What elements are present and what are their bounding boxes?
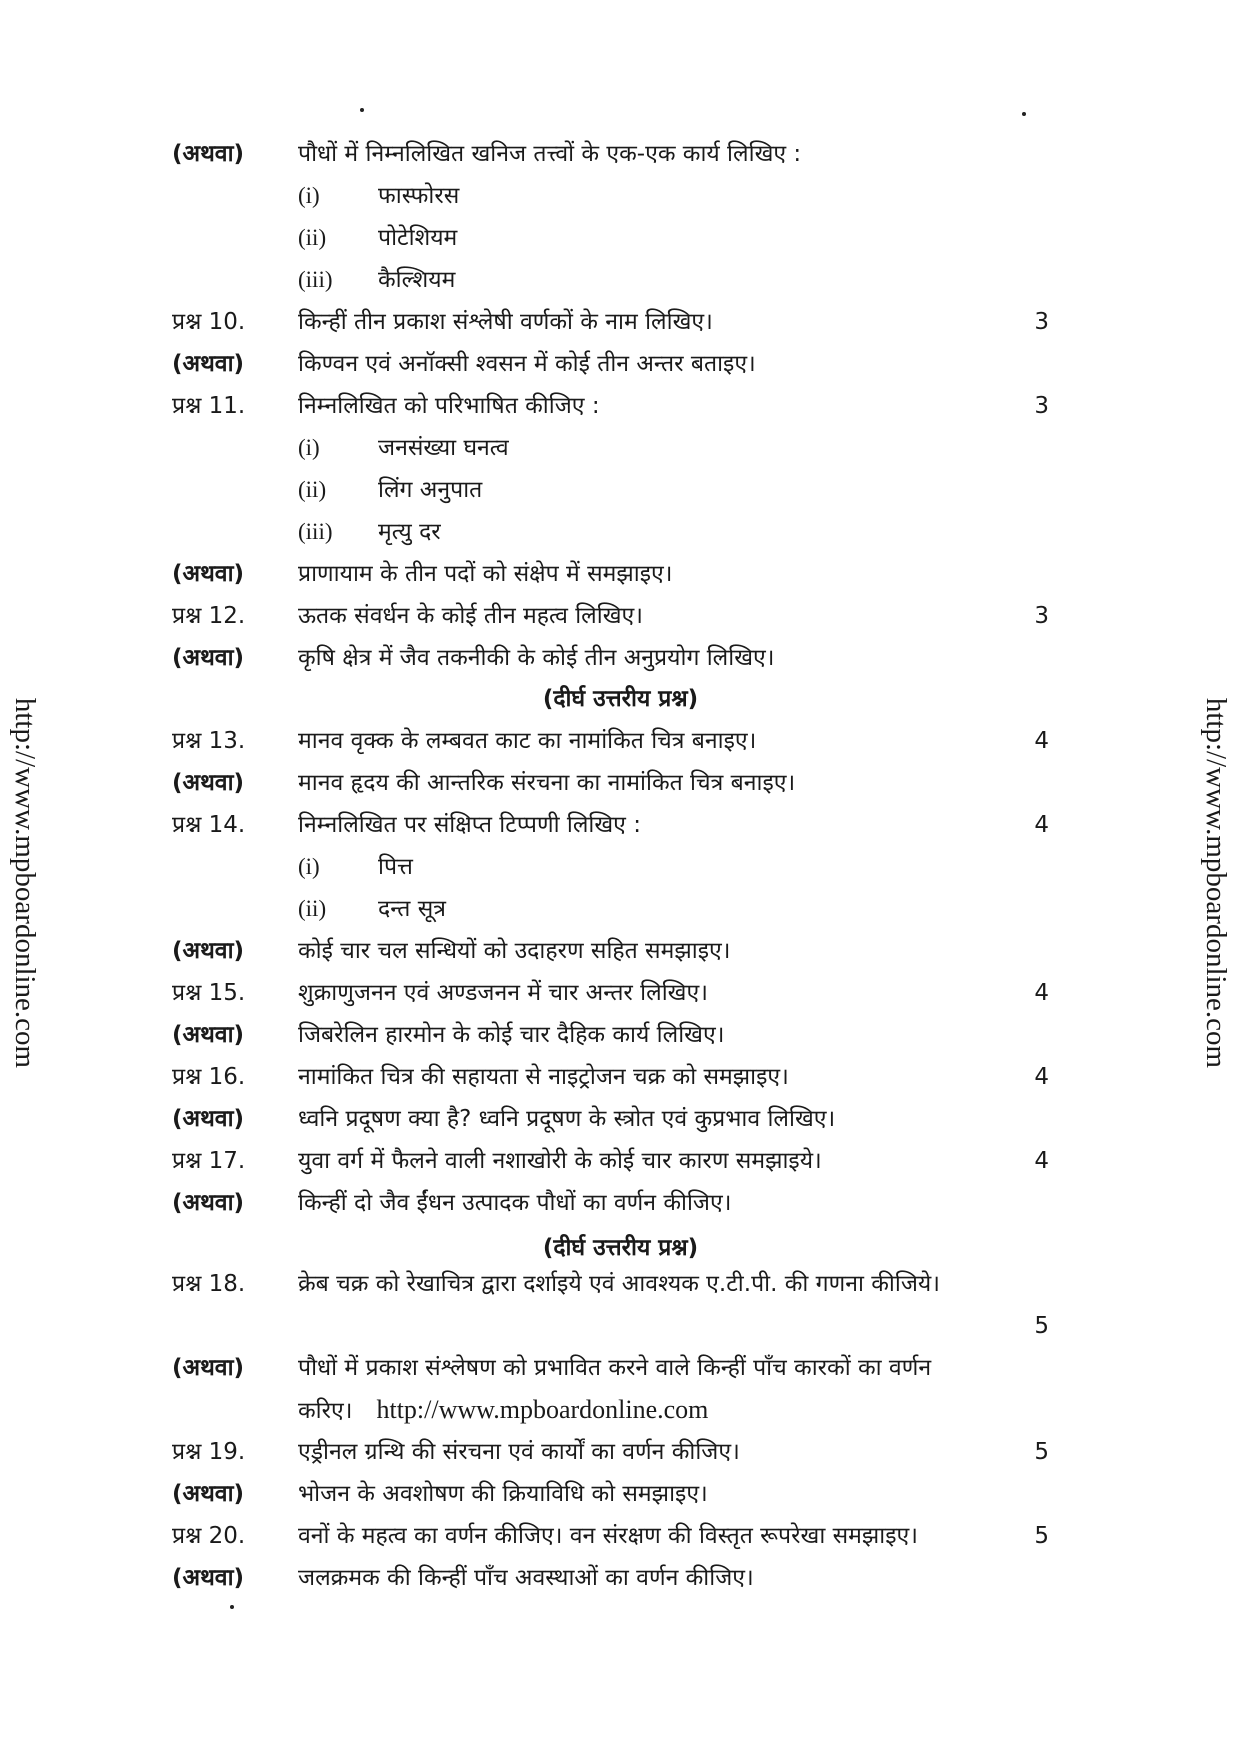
question-text: किन्हीं दो जैव ईंधन उत्पादक पौधों का वर्णन कीजिए।: [298, 1190, 732, 1216]
inline-url: http://www.mpboardonline.com: [376, 1395, 709, 1424]
scan-speck: [360, 108, 364, 112]
question-marks: 3: [1034, 393, 1049, 419]
question-label: (अथवा): [172, 770, 245, 796]
sub-item-number: (i): [298, 435, 320, 460]
question-marks: 5: [1034, 1523, 1049, 1549]
question-text: निम्नलिखित पर संक्षिप्त टिप्पणी लिखिए :: [298, 812, 641, 838]
question-label: (अथवा): [172, 1106, 245, 1132]
question-label: प्रश्न 18.: [172, 1271, 246, 1297]
question-label: प्रश्न 12.: [172, 603, 246, 629]
sub-item-row: [0, 176, 1241, 216]
question-text: शुक्राणुजनन एवं अण्डजनन में चार अन्तर लिखिए।: [298, 980, 708, 1006]
question-label: प्रश्न 11.: [172, 393, 246, 419]
question-text: क्रेब चक्र को रेखाचित्र द्वारा दर्शाइये एवं आवश्यक ए.टी.पी. की गणना कीजिये।: [298, 1271, 940, 1297]
question-text: पौधों में निम्नलिखित खनिज तत्त्वों के एक-एक कार्य लिखिए :: [298, 141, 802, 167]
question-row: [0, 1432, 1241, 1472]
question-text: ऊतक संवर्धन के कोई तीन महत्व लिखिए।: [298, 603, 643, 629]
question-marks: 4: [1034, 728, 1049, 754]
question-row: [0, 973, 1241, 1013]
question-row: [0, 302, 1241, 342]
sub-item-row: [0, 218, 1241, 258]
question-row: [0, 1474, 1241, 1514]
question-text: मानव वृक्क के लम्बवत काट का नामांकित चित्र बनाइए।: [298, 728, 757, 754]
sub-item-row: [0, 889, 1241, 929]
question-text: प्राणायाम के तीन पदों को संक्षेप में समझाइए।: [298, 561, 673, 587]
question-text: कृषि क्षेत्र में जैव तकनीकी के कोई तीन अनुप्रयोग लिखिए।: [298, 645, 775, 671]
question-label: (अथवा): [172, 1355, 245, 1381]
sub-item-text: कैल्शियम: [378, 267, 456, 293]
section-heading: (दीर्घ उत्तरीय प्रश्न): [542, 686, 699, 712]
sub-item-text: लिंग अनुपात: [378, 477, 483, 503]
question-label: (अथवा): [172, 645, 245, 671]
question-label: प्रश्न 15.: [172, 980, 246, 1006]
sub-item-row: [0, 847, 1241, 887]
question-row: [0, 805, 1241, 845]
sub-item-number: (ii): [298, 896, 327, 921]
question-text: नामांकित चित्र की सहायता से नाइट्रोजन चक्र को समझाइए।: [298, 1064, 789, 1090]
sub-item-text: फास्फोरस: [378, 183, 460, 209]
question-marks: 4: [1034, 980, 1049, 1006]
sub-item-text: जनसंख्या घनत्व: [378, 435, 509, 461]
question-marks: 4: [1034, 1064, 1049, 1090]
question-text: पौधों में प्रकाश संश्लेषण को प्रभावित करने वाले किन्हीं पाँच कारकों का वर्णन: [298, 1355, 932, 1381]
question-row: [0, 554, 1241, 594]
question-text: किन्हीं तीन प्रकाश संश्लेषी वर्णकों के नाम लिखिए।: [298, 309, 713, 335]
question-text: किण्वन एवं अनॉक्सी श्वसन में कोई तीन अन्तर बताइए।: [298, 351, 756, 377]
question-row: [0, 638, 1241, 678]
question-label: प्रश्न 20.: [172, 1523, 246, 1549]
sub-item-row: [0, 260, 1241, 300]
question-row: [0, 1558, 1241, 1598]
sub-item-number: (iii): [298, 519, 333, 544]
section-heading: (दीर्घ उत्तरीय प्रश्न): [542, 1235, 699, 1261]
question-marks: 4: [1034, 1148, 1049, 1174]
question-row: [0, 1057, 1241, 1097]
question-label: (अथवा): [172, 1190, 245, 1216]
sub-item-number: (iii): [298, 267, 333, 292]
question-text: मानव हृदय की आन्तरिक संरचना का नामांकित चित्र बनाइए।: [298, 770, 796, 796]
question-label: (अथवा): [172, 351, 245, 377]
question-text: भोजन के अवशोषण की क्रियाविधि को समझाइए।: [298, 1481, 708, 1507]
side-watermark-left: http://www.mpboardonline.com: [9, 697, 41, 1069]
question-label: प्रश्न 17.: [172, 1148, 246, 1174]
question-row: [0, 931, 1241, 971]
question-row: [0, 1264, 1241, 1304]
question-label: प्रश्न 14.: [172, 812, 246, 838]
question-text: वनों के महत्व का वर्णन कीजिए। वन संरक्षण की विस्तृत रूपरेखा समझाइए।: [298, 1523, 918, 1549]
sub-item-text: दन्त सूत्र: [378, 896, 446, 922]
sub-item-number: (ii): [298, 225, 327, 250]
question-label: प्रश्न 10.: [172, 309, 246, 335]
scan-speck: [230, 1605, 234, 1609]
question-row: [0, 344, 1241, 384]
question-marks: 5: [1034, 1313, 1049, 1339]
question-text: युवा वर्ग में फैलने वाली नशाखोरी के कोई चार कारण समझाइये।: [298, 1148, 822, 1174]
question-label: (अथवा): [172, 141, 245, 167]
question-row: [0, 1015, 1241, 1055]
side-watermark-right: http://www.mpboardonline.com: [1200, 697, 1232, 1069]
question-text: जलक्रमक की किन्हीं पाँच अवस्थाओं का वर्णन कीजिए।: [298, 1565, 754, 1591]
sub-item-text: पित्त: [378, 854, 413, 880]
question-label: प्रश्न 13.: [172, 728, 246, 754]
sub-item-row: [0, 470, 1241, 510]
question-marks: 3: [1034, 309, 1049, 335]
question-row: [0, 1348, 1241, 1388]
sub-item-number: (ii): [298, 477, 327, 502]
question-row: [0, 1183, 1241, 1223]
question-row: [0, 721, 1241, 761]
scan-speck: [1022, 112, 1026, 116]
question-label: प्रश्न 16.: [172, 1064, 246, 1090]
question-marks: 4: [1034, 812, 1049, 838]
question-row-continued: [0, 1390, 1241, 1430]
sub-item-row: [0, 512, 1241, 552]
question-label: (अथवा): [172, 938, 245, 964]
question-label: (अथवा): [172, 1022, 245, 1048]
question-label: (अथवा): [172, 1481, 245, 1507]
question-row: [0, 1141, 1241, 1181]
question-row: [0, 1099, 1241, 1139]
question-marks: 3: [1034, 603, 1049, 629]
question-text: कोई चार चल सन्धियों को उदाहरण सहित समझाइए।: [298, 938, 731, 964]
question-row: [0, 596, 1241, 636]
question-marks-row: [0, 1306, 1241, 1346]
question-row: [0, 763, 1241, 803]
sub-item-row: [0, 428, 1241, 468]
question-label: (अथवा): [172, 1565, 245, 1591]
question-text: निम्नलिखित को परिभाषित कीजिए :: [298, 393, 600, 419]
question-text-continued: करिए।: [298, 1398, 353, 1424]
question-text: ध्वनि प्रदूषण क्या है? ध्वनि प्रदूषण के स्त्रोत एवं कुप्रभाव लिखिए।: [298, 1106, 836, 1132]
sub-item-text: मृत्यु दर: [378, 519, 441, 545]
sub-item-number: (i): [298, 854, 320, 879]
question-text: एड्रीनल ग्रन्थि की संरचना एवं कार्यों का वर्णन कीजिए।: [298, 1439, 740, 1465]
question-marks: 5: [1034, 1439, 1049, 1465]
question-row: [0, 1516, 1241, 1556]
question-label: (अथवा): [172, 561, 245, 587]
question-row: [0, 386, 1241, 426]
question-text: जिबरेलिन हारमोन के कोई चार दैहिक कार्य लिखिए।: [298, 1022, 725, 1048]
sub-item-text: पोटेशियम: [378, 225, 458, 251]
question-row: [0, 134, 1241, 174]
sub-item-number: (i): [298, 183, 320, 208]
question-label: प्रश्न 19.: [172, 1439, 246, 1465]
